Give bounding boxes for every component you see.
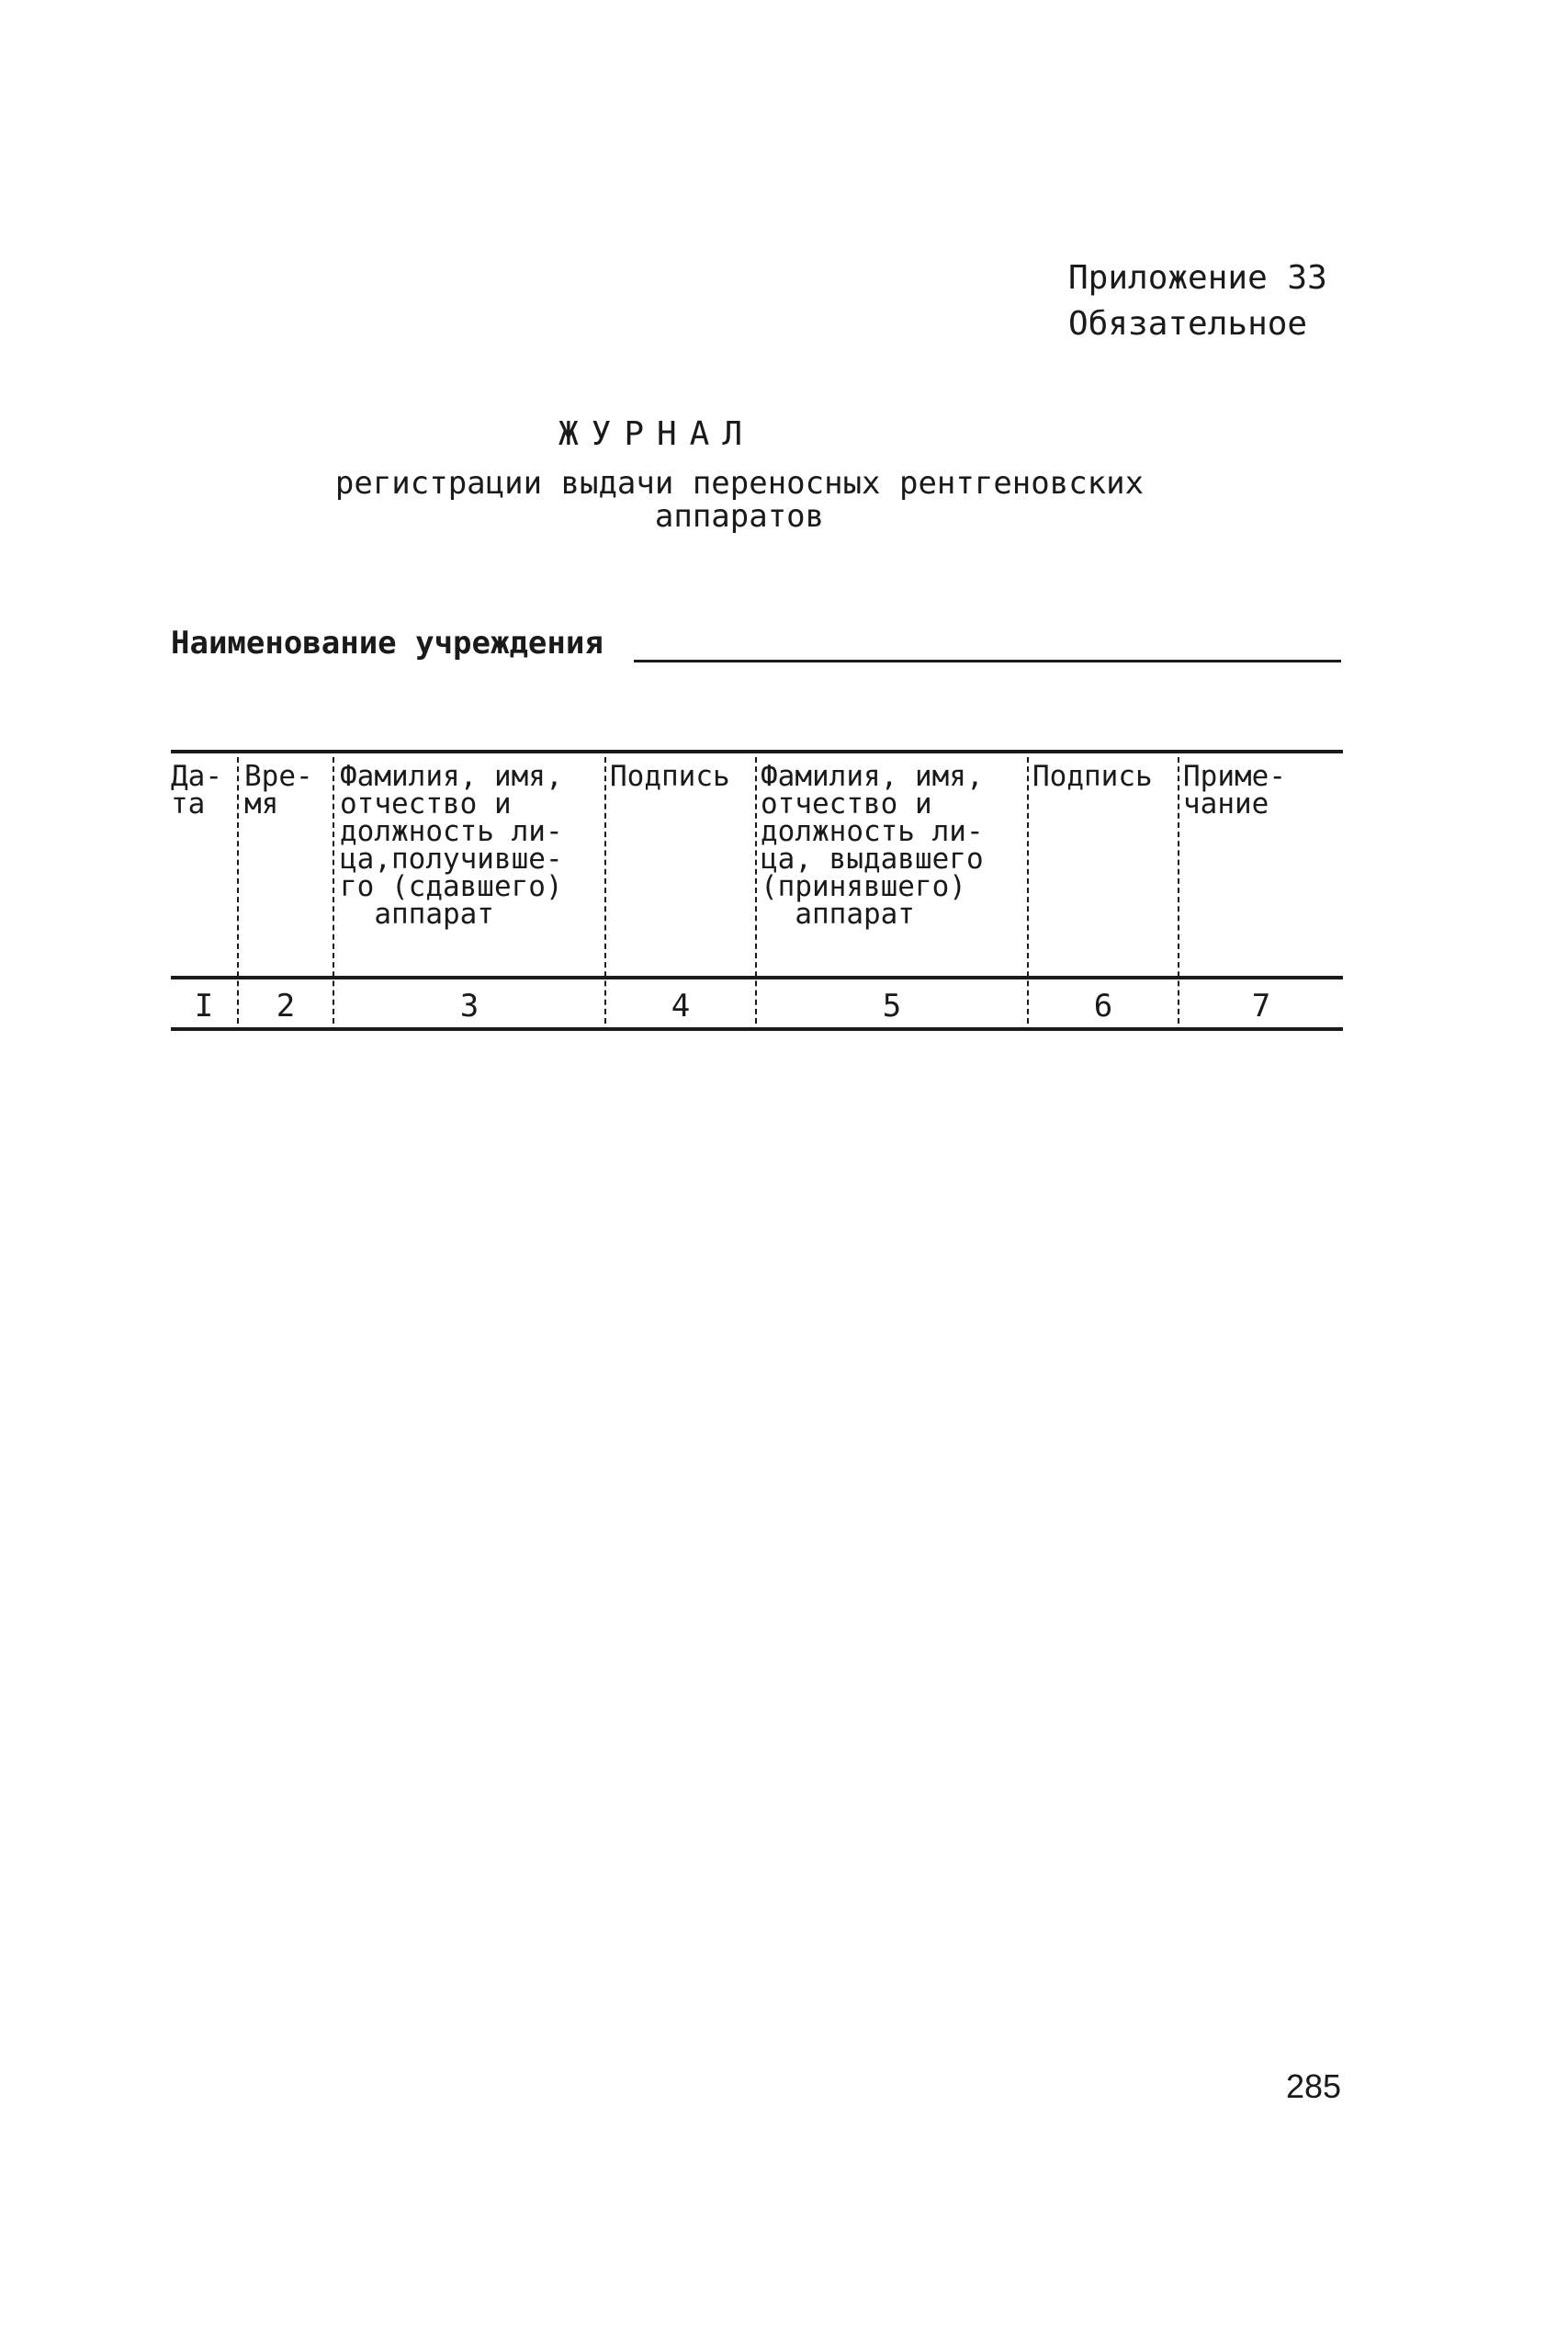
column-number: 5 (882, 988, 902, 1024)
appendix-block (1068, 255, 1327, 347)
column-number: 7 (1251, 988, 1271, 1024)
column-divider (333, 757, 334, 1024)
header-recipient-name: Фамилия, имя, отчество и должность ли- ца,получивше- го (сдавшего) аппарат (340, 760, 563, 931)
column-number: 6 (1093, 988, 1113, 1024)
page-number: 285 (1286, 2067, 1342, 2105)
institution-blank-line (634, 660, 1341, 662)
column-divider (755, 757, 757, 1024)
appendix-number: Приложение 33 (1068, 259, 1327, 297)
column-divider (237, 757, 239, 1024)
header-signature-2: Подпись (1032, 760, 1153, 793)
column-number: I (194, 988, 214, 1024)
institution-label: Наименование учреждения (171, 625, 604, 662)
column-divider (1027, 757, 1029, 1024)
journal-subtitle: регистрации выдачи переносных рентгеновских аппаратов (334, 465, 1145, 535)
journal-title: ЖУРНАЛ (558, 415, 756, 453)
header-signature-1: Подпись (610, 760, 730, 793)
table-top-rule (171, 750, 1343, 753)
table-header-rule (171, 976, 1343, 979)
header-issuer-name: Фамилия, имя, отчество и должность ли- ца, выдавшего (принявшего) аппарат (761, 760, 984, 931)
header-date: Да- та (171, 760, 222, 821)
appendix-status: Обязательное (1068, 305, 1308, 343)
table-bottom-rule (171, 1027, 1343, 1031)
column-number: 3 (459, 988, 479, 1024)
header-time: Вре- мя (244, 760, 313, 821)
header-note: Приме- чание (1183, 760, 1286, 821)
column-divider (604, 757, 606, 1024)
column-number: 4 (671, 988, 691, 1024)
column-divider (1178, 757, 1179, 1024)
column-number: 2 (276, 988, 296, 1024)
